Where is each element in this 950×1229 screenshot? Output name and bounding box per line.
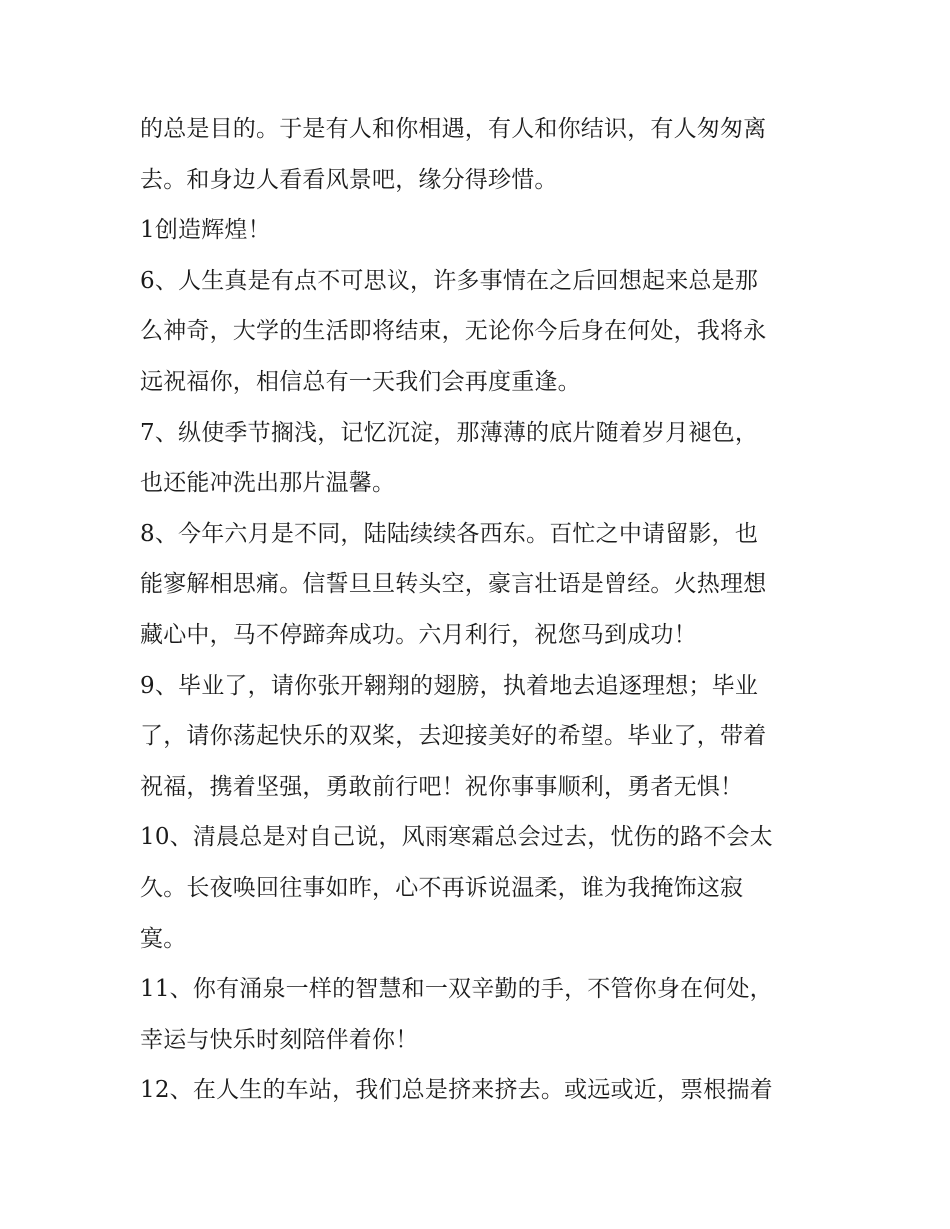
text-line: 12、在人生的车站，我们总是挤来挤去。或远或近，票根揣着 <box>140 1077 773 1104</box>
text-line: 藏心中，马不停蹄奔成功。六月利行，祝您马到成功！ <box>140 621 697 648</box>
text-line: 远祝福你，相信总有一天我们会再度重逢。 <box>140 368 581 395</box>
text-line: 11、你有涌泉一样的智慧和一双辛勤的手，不管你身在何处， <box>140 976 773 1003</box>
document-body <box>140 104 820 1116</box>
text-line: 8、今年六月是不同，陆陆续续各西东。百忙之中请留影，也 <box>140 520 759 547</box>
text-line: 幸运与快乐时刻陪伴着你！ <box>140 1026 419 1053</box>
text-line: 去。和身边人看看风景吧，缘分得珍惜。 <box>140 166 558 193</box>
text-line: 能寥解相思痛。信誓旦旦转头空，豪言壮语是曾经。火热理想 <box>140 571 767 598</box>
text-line: 1创造辉煌！ <box>140 217 271 244</box>
text-line: 6、人生真是有点不可思议，许多事情在之后回想起来总是那 <box>140 267 759 294</box>
text-line: 祝福，携着坚强，勇敢前行吧！祝你事事顺利，勇者无惧！ <box>140 773 744 800</box>
text-line: 了，请你荡起快乐的双桨，去迎接美好的希望。毕业了，带着 <box>140 723 767 750</box>
text-line: 久。长夜唤回往事如昨，心不再诉说温柔，谁为我掩饰这寂 <box>140 874 744 901</box>
text-line: 也还能冲洗出那片温馨。 <box>140 470 396 497</box>
text-line: 寞。 <box>140 925 187 952</box>
text-line: 9、毕业了，请你张开翱翔的翅膀，执着地去追逐理想；毕业 <box>140 672 759 699</box>
text-line: 10、清晨总是对自己说，风雨寒霜总会过去，忧伤的路不会太 <box>140 824 773 851</box>
text-line: 么神奇，大学的生活即将结束，无论你今后身在何处，我将永 <box>140 318 767 345</box>
text-line: 7、纵使季节搁浅，记忆沉淀，那薄薄的底片随着岁月褪色， <box>140 419 759 446</box>
text-line: 的总是目的。于是有人和你相遇，有人和你结识，有人匆匆离 <box>140 116 767 142</box>
